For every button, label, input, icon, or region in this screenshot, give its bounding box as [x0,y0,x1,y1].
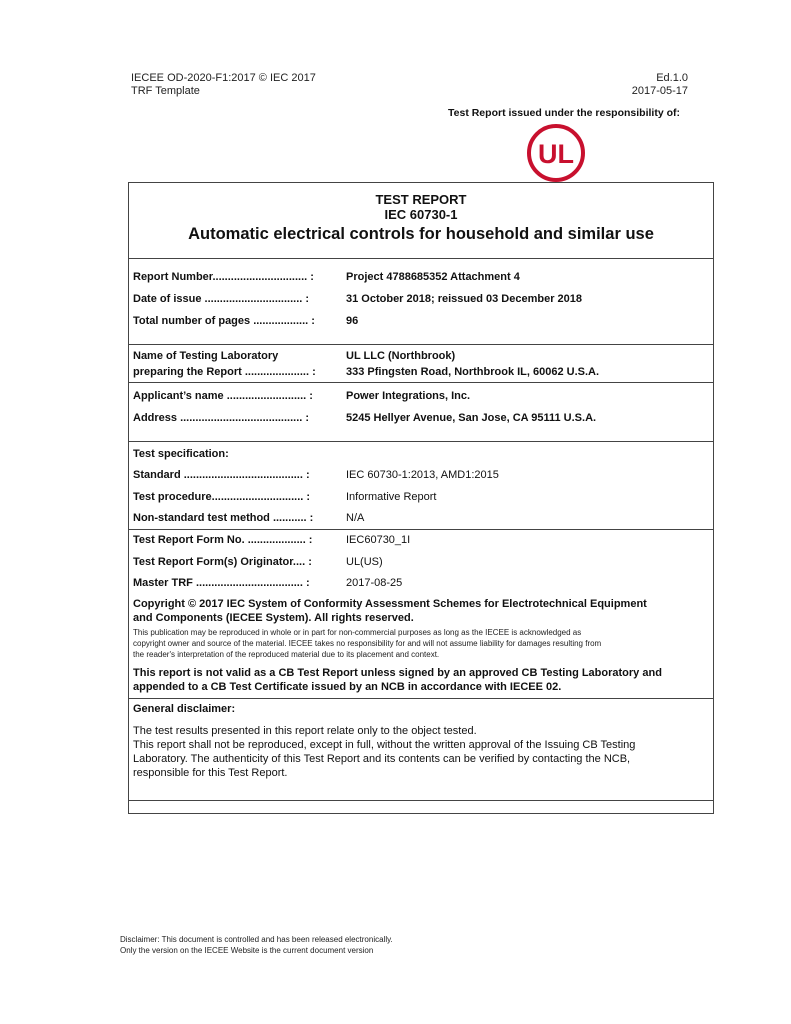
header-left-line1: IECEE OD-2020-F1:2017 © IEC 2017 [131,72,316,84]
validity-line1: This report is not valid as a CB Test Report unless signed by an approved CB Testing Laboratory and [133,667,662,679]
disclaimer-line3: Laboratory. The authenticity of this Test Report and its contents can be verified by contacting the NCB, [133,753,631,765]
report-box: TEST REPORT IEC 60730-1 Automatic electrical controls for household and similar use Report Number............................... : Project 4788685352 Attachment 4 Date of issue ................................ : 31 October 2018; reissued 03 December 2018 Total number of pages .................. : 96 Name of Testing Laboratory UL LLC (Northbrook) preparing the Report ..................... : 333 Pfingsten Road, Northbrook IL, 60062 U.S.A. Applicant’s name .......................... : Power Integrations, Inc. Address ........................................ : 5245 Hellyer Avenue, San Jose, CA 95111 U.S.A. Test specification: Standard ....................................... : IEC 60730-1:2013, AMD1:2015 Test procedure.............................. : Informative Report Non-standard test method ........... : N/A Test Report Form No. ................... : IEC60730_1I Test Report Form(s) Originator.... : UL(US) Master TRF ................................... : 2017-08-25 Copyright © 2017 IEC System of Conformity Assessment Schemes for Electrotechnical Equipment and Components (IECEE System). All rights reserved. This publication may be reproduced in whole or in part for non-commercial purposes as long as the IECEE is acknowledged as copyright owner and source of the material. IECEE takes no responsibility for and will not assume liability for damages resulting from the reader's interpretation of the reproduced material due to its placement and context. This report is not valid as a CB Test Report unless signed by an approved CB Testing Laboratory and appended to a CB Test Certificate issued by an NCB in accordance with IECEE 02. General disclaimer: The test results presented in this report relate only to the object tested. This report shall not be reproduced, except in full, without the written approval of the Issuing CB Testing Laboratory. The authenticity of this Test Report and its contents can be verified by contacting the NCB, responsible for this Test Report. [128,182,714,814]
copyright-line1: Copyright © 2017 IEC System of Conformity Assessment Schemes for Electrotechnical Equipment [133,598,647,610]
copyright-notice-line3: the reader's interpretation of the reproduced material due to its placement and context. [133,650,440,659]
validity-line2: appended to a CB Test Certificate issued by an NCB in accordance with IECEE 02. [133,681,562,693]
label-total-pages: Total number of pages .................. : [133,315,315,327]
divider [129,344,713,345]
divider [129,529,713,530]
label-address: Address ........................................ : [133,412,310,424]
divider [129,698,713,699]
value-applicant: Power Integrations, Inc. [346,390,471,402]
header-left-line2: TRF Template [131,85,200,97]
ul-logo [525,123,587,183]
label-date-of-issue: Date of issue ................................ : [133,293,310,305]
copyright-notice-line1: This publication may be reproduced in whole or in part for non-commercial purposes as long as the IECEE is acknowledged as [133,628,582,637]
value-test-procedure: Informative Report [346,491,437,503]
footer-line2: Only the version on the IECEE Website is the current document version [120,946,374,955]
label-master-trf: Master TRF ................................... : [133,577,310,589]
disclaimer-line1: The test results presented in this report relate only to the object tested. [133,725,477,737]
divider [129,258,713,259]
label-non-standard: Non-standard test method ........... : [133,512,314,524]
responsibility-text: Test Report issued under the responsibility of: [448,107,680,119]
ul-logo-text: UL [538,139,574,169]
copyright-notice-line2: copyright owner and source of the material. IECEE takes no responsibility for and will not assume liability for damages resulting from [133,639,602,648]
value-date-of-issue: 31 October 2018; reissued 03 December 2018 [346,293,583,305]
label-test-procedure: Test procedure.............................. : [133,491,311,503]
value-report-number: Project 4788685352 Attachment 4 [346,271,520,283]
report-title: TEST REPORT [375,192,467,207]
divider [129,441,713,442]
value-master-trf: 2017-08-25 [346,577,403,589]
general-disclaimer-heading: General disclaimer: [133,703,236,715]
value-originator: UL(US) [346,556,383,568]
label-lab-preparing: preparing the Report ..................... : [133,366,316,378]
footer-line1: Disclaimer: This document is controlled and has been released electronically. [120,935,393,944]
divider [129,382,713,383]
value-total-pages: 96 [346,315,359,327]
label-form-no: Test Report Form No. ................... : [133,534,313,546]
label-originator: Test Report Form(s) Originator.... : [133,556,312,568]
header-right-line1: Ed.1.0 [656,72,688,84]
disclaimer-line4: responsible for this Test Report. [133,767,288,779]
label-lab-name: Name of Testing Laboratory [133,350,279,362]
divider [129,800,713,801]
value-non-standard: N/A [346,512,365,524]
label-report-number: Report Number............................... : [133,271,314,283]
label-standard: Standard ....................................... : [133,469,310,481]
report-standard-title: IEC 60730-1 [384,207,458,222]
disclaimer-line2: This report shall not be reproduced, except in full, without the written approval of the Issuing CB Testing [133,739,636,751]
label-applicant: Applicant’s name .......................... : [133,390,313,402]
ul-logo-icon [525,123,587,183]
report-subject-title: Automatic electrical controls for household and similar use [188,225,654,243]
header-right-line2: 2017-05-17 [631,85,688,97]
value-lab-name: UL LLC (Northbrook) [346,350,456,362]
value-standard: IEC 60730-1:2013, AMD1:2015 [346,469,499,481]
value-address: 5245 Hellyer Avenue, San Jose, CA 95111 U.S.A. [346,412,597,424]
copyright-line2: and Components (IECEE System). All rights reserved. [133,612,414,624]
value-form-no: IEC60730_1I [346,534,411,546]
value-lab-address: 333 Pfingsten Road, Northbrook IL, 60062 U.S.A. [346,366,600,378]
